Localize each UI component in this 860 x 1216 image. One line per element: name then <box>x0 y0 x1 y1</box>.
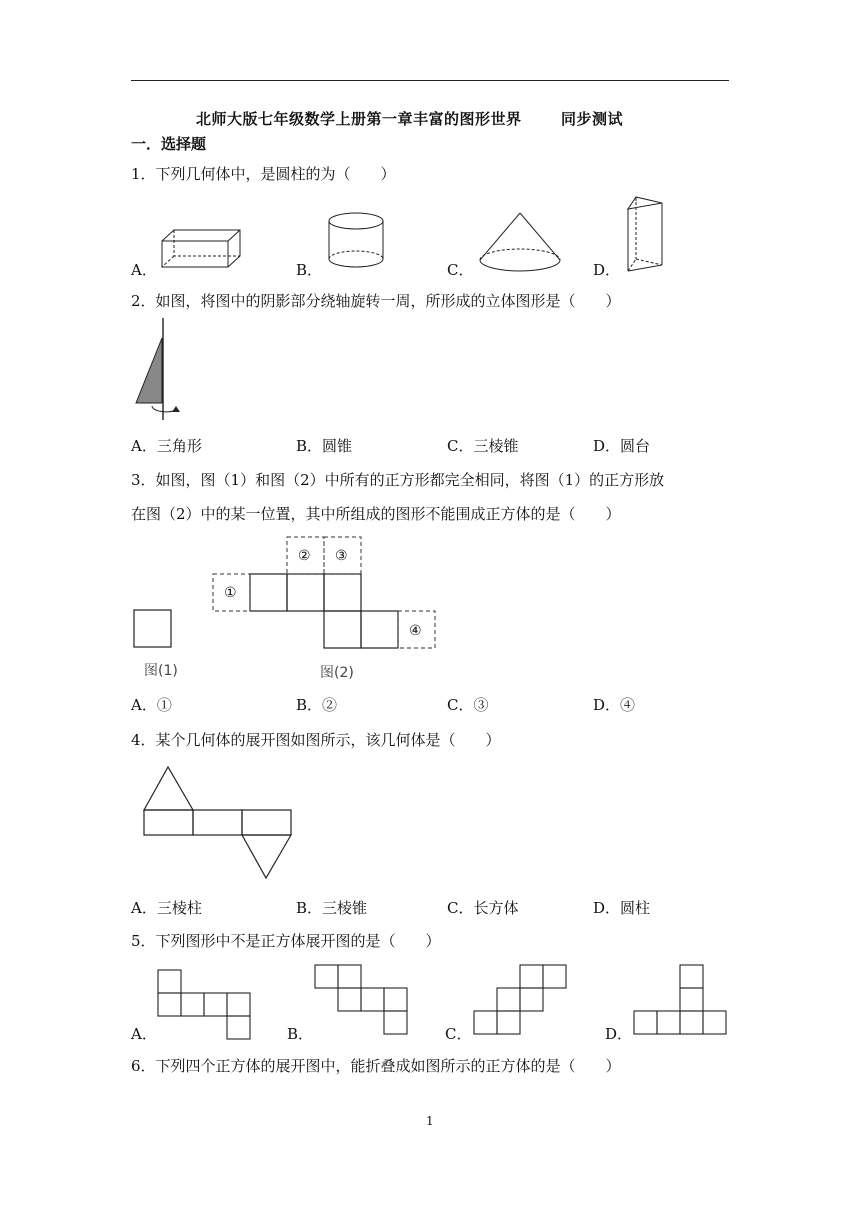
q3-figure-2-net <box>210 535 440 653</box>
q1-option-c: C． <box>447 261 474 279</box>
q5-net-d <box>632 963 732 1037</box>
q2-option-a: A．三角形 <box>131 437 202 455</box>
q2-option-b: B．圆锥 <box>296 437 353 455</box>
q5-option-b: B． <box>287 1025 314 1043</box>
q3-option-a: A．① <box>131 696 172 714</box>
q3-option-c: C．③ <box>447 696 489 714</box>
q5-option-c: C． <box>445 1025 472 1043</box>
q2-option-c: C．三棱锥 <box>447 437 519 455</box>
header-rule <box>131 80 729 81</box>
q3-marker-4: ④ <box>409 623 422 639</box>
q3-marker-3: ③ <box>335 548 348 564</box>
question-6-stem: 6．下列四个正方体的展开图中，能折叠成如图所示的正方体的是（ ） <box>131 1057 621 1075</box>
q5-option-d: D． <box>605 1025 633 1043</box>
q1-cone-figure <box>478 211 568 275</box>
q4-option-b: B．三棱锥 <box>296 899 368 917</box>
q3-figure-1-caption: 图(1) <box>144 663 178 679</box>
q1-cylinder-figure <box>328 211 388 273</box>
q1-prism-figure <box>624 195 668 275</box>
q1-cuboid-figure <box>160 226 242 272</box>
q3-figure-1-square <box>132 608 176 650</box>
q3-marker-2: ② <box>298 548 311 564</box>
q1-option-d: D． <box>593 261 621 279</box>
question-3-stem-line-1: 3．如图，图（1）和图（2）中所有的正方形都完全相同，将图（1）的正方形放 <box>131 471 665 489</box>
q4-option-a: A．三棱柱 <box>131 899 202 917</box>
q4-option-c: C．长方体 <box>447 899 519 917</box>
q5-option-a: A． <box>131 1025 157 1043</box>
q3-marker-1: ① <box>224 585 237 601</box>
q2-option-d: D．圆台 <box>593 437 651 455</box>
q5-net-c <box>472 963 572 1037</box>
q1-option-a: A． <box>131 261 157 279</box>
question-1-stem: 1．下列几何体中，是圆柱的为（ ） <box>131 165 396 183</box>
question-5-stem: 5．下列图形中不是正方体展开图的是（ ） <box>131 932 441 950</box>
q5-net-b <box>313 963 413 1037</box>
q2-rotation-figure <box>132 318 184 422</box>
q3-option-d: D．④ <box>593 696 636 714</box>
q4-option-d: D．圆柱 <box>593 899 651 917</box>
section-heading: 一．选择题 <box>131 135 207 153</box>
q5-net-a <box>156 968 256 1042</box>
question-4-stem: 4．某个几何体的展开图如图所示，该几何体是（ ） <box>131 731 501 749</box>
q4-prism-net-figure <box>142 764 296 882</box>
question-3-stem-line-2: 在图（2）中的某一位置，其中所组成的图形不能围成正方体的是（ ） <box>131 505 621 523</box>
q1-option-b: B． <box>296 261 323 279</box>
question-2-stem: 2．如图，将图中的阴影部分绕轴旋转一周，所形成的立体图形是（ ） <box>131 292 621 310</box>
page-number: 1 <box>426 1114 434 1128</box>
q3-option-b: B．② <box>296 696 338 714</box>
q3-figure-2-caption: 图(2) <box>320 665 354 681</box>
page-title <box>196 108 623 129</box>
title-suffix: 同步测试 <box>560 110 623 128</box>
title-text: 北师大版七年级数学上册第一章丰富的图形世界 <box>196 110 522 128</box>
